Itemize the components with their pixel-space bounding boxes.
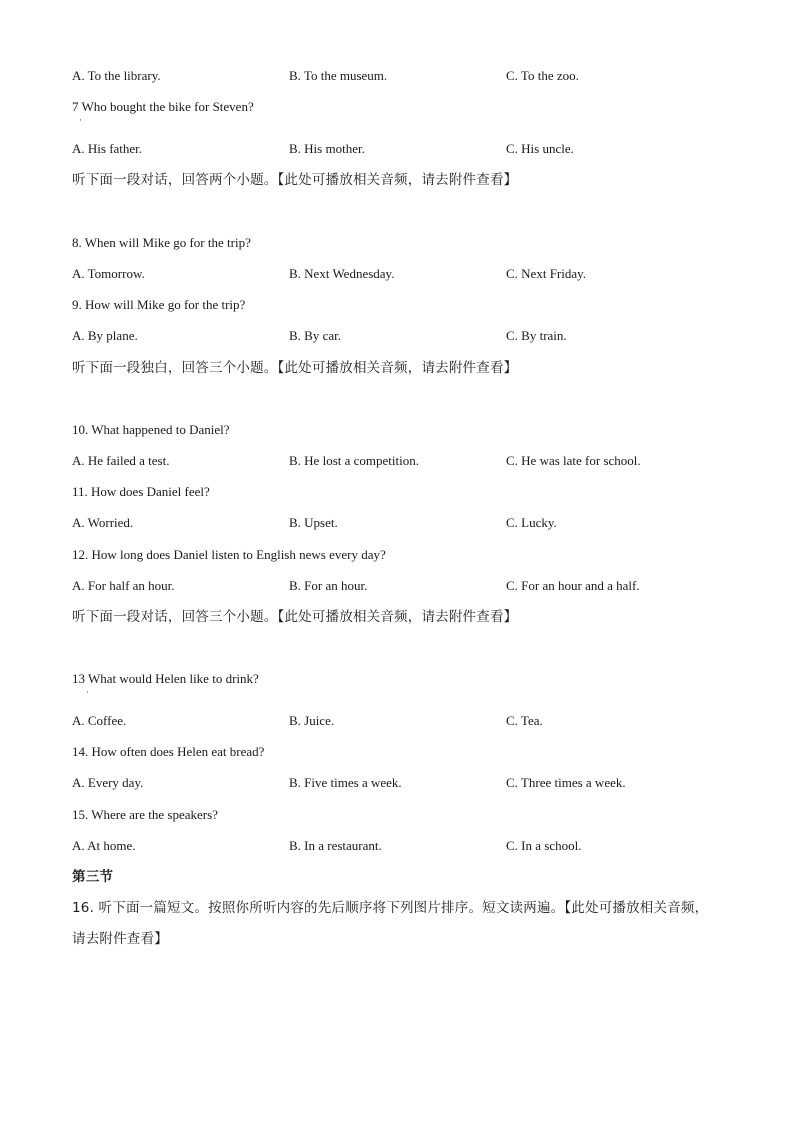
q7-option-b: B. His mother. bbox=[289, 141, 365, 156]
instruction-dialogue-two: 听下面一段对话，回答两个小题。【此处可播放相关音频，请去附件查看】 bbox=[72, 172, 518, 188]
q10-option-b: B. He lost a competition. bbox=[289, 453, 419, 468]
q7-option-a: A. His father. bbox=[72, 141, 143, 156]
q11-option-a: A. Worried. bbox=[72, 515, 134, 530]
q16-stem-line2: 请去附件查看】 bbox=[72, 931, 168, 947]
q10-stem: 10. What happened to Daniel? bbox=[72, 422, 230, 437]
q15-option-c: C. In a school. bbox=[506, 838, 582, 853]
q11-option-b: B. Upset. bbox=[289, 515, 338, 530]
q8-option-b: B. Next Wednesday. bbox=[289, 266, 395, 281]
q9-option-b: B. By car. bbox=[289, 328, 341, 343]
q9-option-c: C. By train. bbox=[506, 328, 567, 343]
q12-option-c: C. For an hour and a half. bbox=[506, 578, 640, 593]
q6-option-c: C. To the zoo. bbox=[506, 68, 579, 83]
section-heading: 第三节 bbox=[72, 869, 114, 885]
q14-stem: 14. How often does Helen eat bread? bbox=[72, 744, 265, 759]
q13-mark-dot: · bbox=[86, 687, 89, 697]
q7-mark-dot: · bbox=[79, 115, 82, 125]
q13-option-c: C. Tea. bbox=[506, 713, 543, 728]
q7-stem: 7 Who bought the bike for Steven? bbox=[72, 99, 254, 114]
q13-option-b: B. Juice. bbox=[289, 713, 335, 728]
q7-option-c: C. His uncle. bbox=[506, 141, 574, 156]
q10-option-a: A. He failed a test. bbox=[72, 453, 170, 468]
q15-option-a: A. At home. bbox=[72, 838, 136, 853]
instruction-dialogue-three: 听下面一段对话，回答三个小题。【此处可播放相关音频，请去附件查看】 bbox=[72, 609, 518, 625]
q10-option-c: C. He was late for school. bbox=[506, 453, 641, 468]
q13-stem: 13 What would Helen like to drink? bbox=[72, 671, 259, 686]
q11-option-c: C. Lucky. bbox=[506, 515, 557, 530]
q8-option-c: C. Next Friday. bbox=[506, 266, 587, 281]
q9-option-a: A. By plane. bbox=[72, 328, 138, 343]
q16-stem-line1: 16. 听下面一篇短文。按照你所听内容的先后顺序将下列图片排序。短文读两遍。【此处可播放相关音频， bbox=[72, 900, 709, 916]
q6-option-b: B. To the museum. bbox=[289, 68, 388, 83]
q13-option-a: A. Coffee. bbox=[72, 713, 127, 728]
q14-option-a: A. Every day. bbox=[72, 775, 144, 790]
q14-option-b: B. Five times a week. bbox=[289, 775, 402, 790]
q9-stem: 9. How will Mike go for the trip? bbox=[72, 297, 246, 312]
q12-option-a: A. For half an hour. bbox=[72, 578, 175, 593]
q6-option-a: A. To the library. bbox=[72, 68, 161, 83]
q14-option-c: C. Three times a week. bbox=[506, 775, 626, 790]
q15-stem: 15. Where are the speakers? bbox=[72, 807, 218, 822]
q8-option-a: A. Tomorrow. bbox=[72, 266, 145, 281]
q11-stem: 11. How does Daniel feel? bbox=[72, 484, 210, 499]
q8-stem: 8. When will Mike go for the trip? bbox=[72, 235, 251, 250]
q12-stem: 12. How long does Daniel listen to English news every day? bbox=[72, 547, 386, 562]
q15-option-b: B. In a restaurant. bbox=[289, 838, 382, 853]
q12-option-b: B. For an hour. bbox=[289, 578, 368, 593]
instruction-monologue-three: 听下面一段独白，回答三个小题。【此处可播放相关音频，请去附件查看】 bbox=[72, 360, 518, 376]
